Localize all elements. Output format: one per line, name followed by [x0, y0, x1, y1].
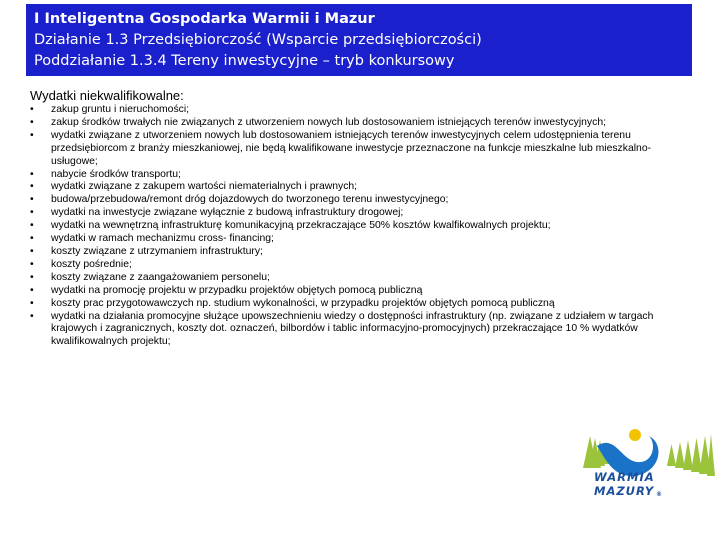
bullet-icon: • — [30, 271, 34, 283]
bullet-icon: • — [30, 104, 34, 115]
list-item-text: nabycie środków transportu; — [51, 168, 181, 180]
list-item-text: zakup gruntu i nieruchomości; — [51, 104, 190, 115]
title-banner — [26, 4, 692, 76]
list-item-text: wydatki na inwestycje związane wyłącznie z budową infrastruktury drogowej; — [51, 207, 404, 219]
grass-blade — [667, 444, 676, 466]
bullet-icon: • — [30, 129, 34, 141]
bullet-icon: • — [30, 116, 34, 128]
list-item-text: zakup środków trwałych nie związanych z utworzeniem nowych lub dostosowaniem istniejących terenów inwestycyjnych; — [51, 116, 606, 128]
list-item — [30, 130, 690, 169]
list-item — [30, 246, 690, 259]
list-item-text: budowa/przebudowa/remont dróg dojazdowych do tworzonego terenu inwestycyjnego; — [51, 194, 449, 206]
measure-title: Działanie 1.3 Przedsiębiorczość (Wsparcie przedsiębiorczości) — [34, 32, 482, 48]
warmia-mazury-logo-icon — [575, 400, 715, 535]
list-item — [30, 169, 690, 182]
list-item — [30, 298, 690, 311]
list-item-text: wydatki na działania promocyjne służące upowszechnieniu wiedzy o dostępności infrastruktury (np. związane z udziałem w targach krajowych i zagranicznych, koszty dot. oznaczeń, bilbordów i tablic informacyjno-promocyjnych) przekraczające 10 % wydatków kwalifikowalnych projektu; — [51, 310, 654, 348]
list-item — [30, 207, 690, 220]
bullet-icon: • — [30, 258, 34, 270]
expense-list — [30, 104, 690, 349]
bullet-icon: • — [30, 284, 34, 296]
section-title: Wydatki niekwalifikowalne: — [30, 88, 184, 103]
bullet-icon: • — [30, 245, 34, 257]
list-item — [30, 272, 690, 285]
list-item — [30, 311, 690, 350]
bullet-icon: • — [30, 207, 34, 219]
list-item — [30, 194, 690, 207]
list-item-text: wydatki na wewnętrzną infrastrukturę komunikacyjną przekraczające 50% kosztów kwalfikowalnych projektu; — [51, 220, 551, 232]
logo-wordmark — [594, 470, 662, 498]
bullet-icon: • — [30, 168, 34, 180]
list-item — [30, 181, 690, 194]
list-item — [30, 104, 690, 117]
list-item — [30, 259, 690, 272]
priority-axis-title: I Inteligentna Gospodarka Warmii i Mazur — [34, 11, 375, 27]
list-item-text: wydatki związane z utworzeniem nowych lub dostosowaniem istniejących terenów inwestycyjnych celem udostępnienia terenu przedsiębiorcom z branży mieszkaniowej, nie będą kwalifikowane inwestycje przeznaczone na funkcje mieszkalne lub mieszkalno-usługowe; — [51, 129, 652, 167]
registered-mark: ® — [656, 491, 662, 498]
bullet-icon: • — [30, 233, 34, 245]
bullet-icon: • — [30, 297, 34, 309]
list-item-text: koszty związane z utrzymaniem infrastruktury; — [51, 245, 263, 257]
grass-blade — [707, 434, 715, 476]
list-item-text: koszty związane z zaangażowaniem personelu; — [51, 271, 270, 283]
logo-line-1: WARMIA — [594, 470, 655, 484]
list-item-text: wydatki w ramach mechanizmu cross- financing; — [51, 233, 274, 245]
grass-blade — [675, 442, 685, 468]
list-item — [30, 220, 690, 233]
list-item-text: koszty pośrednie; — [51, 258, 132, 270]
submeasure-title: Poddziałanie 1.3.4 Tereny inwestycyjne – tryb konkursowy — [34, 53, 455, 69]
list-item-text: wydatki na promocję projektu w przypadku projektów objętych pomocą publiczną — [51, 284, 423, 296]
bullet-icon: • — [30, 310, 34, 322]
list-item-text: wydatki związane z zakupem wartości niematerialnych i prawnych; — [51, 181, 358, 193]
list-item — [30, 285, 690, 298]
list-item — [30, 233, 690, 246]
bullet-icon: • — [30, 220, 34, 232]
list-item — [30, 117, 690, 130]
logo-line-2: MAZURY — [594, 484, 655, 498]
bullet-icon: • — [30, 194, 34, 206]
grass-blade — [683, 440, 693, 470]
list-item-text: koszty prac przygotowawczych np. studium wykonalności, w przypadku projektów objętych pomocą publiczną — [51, 297, 555, 309]
bullet-icon: • — [30, 181, 34, 193]
sun-icon — [629, 429, 641, 441]
